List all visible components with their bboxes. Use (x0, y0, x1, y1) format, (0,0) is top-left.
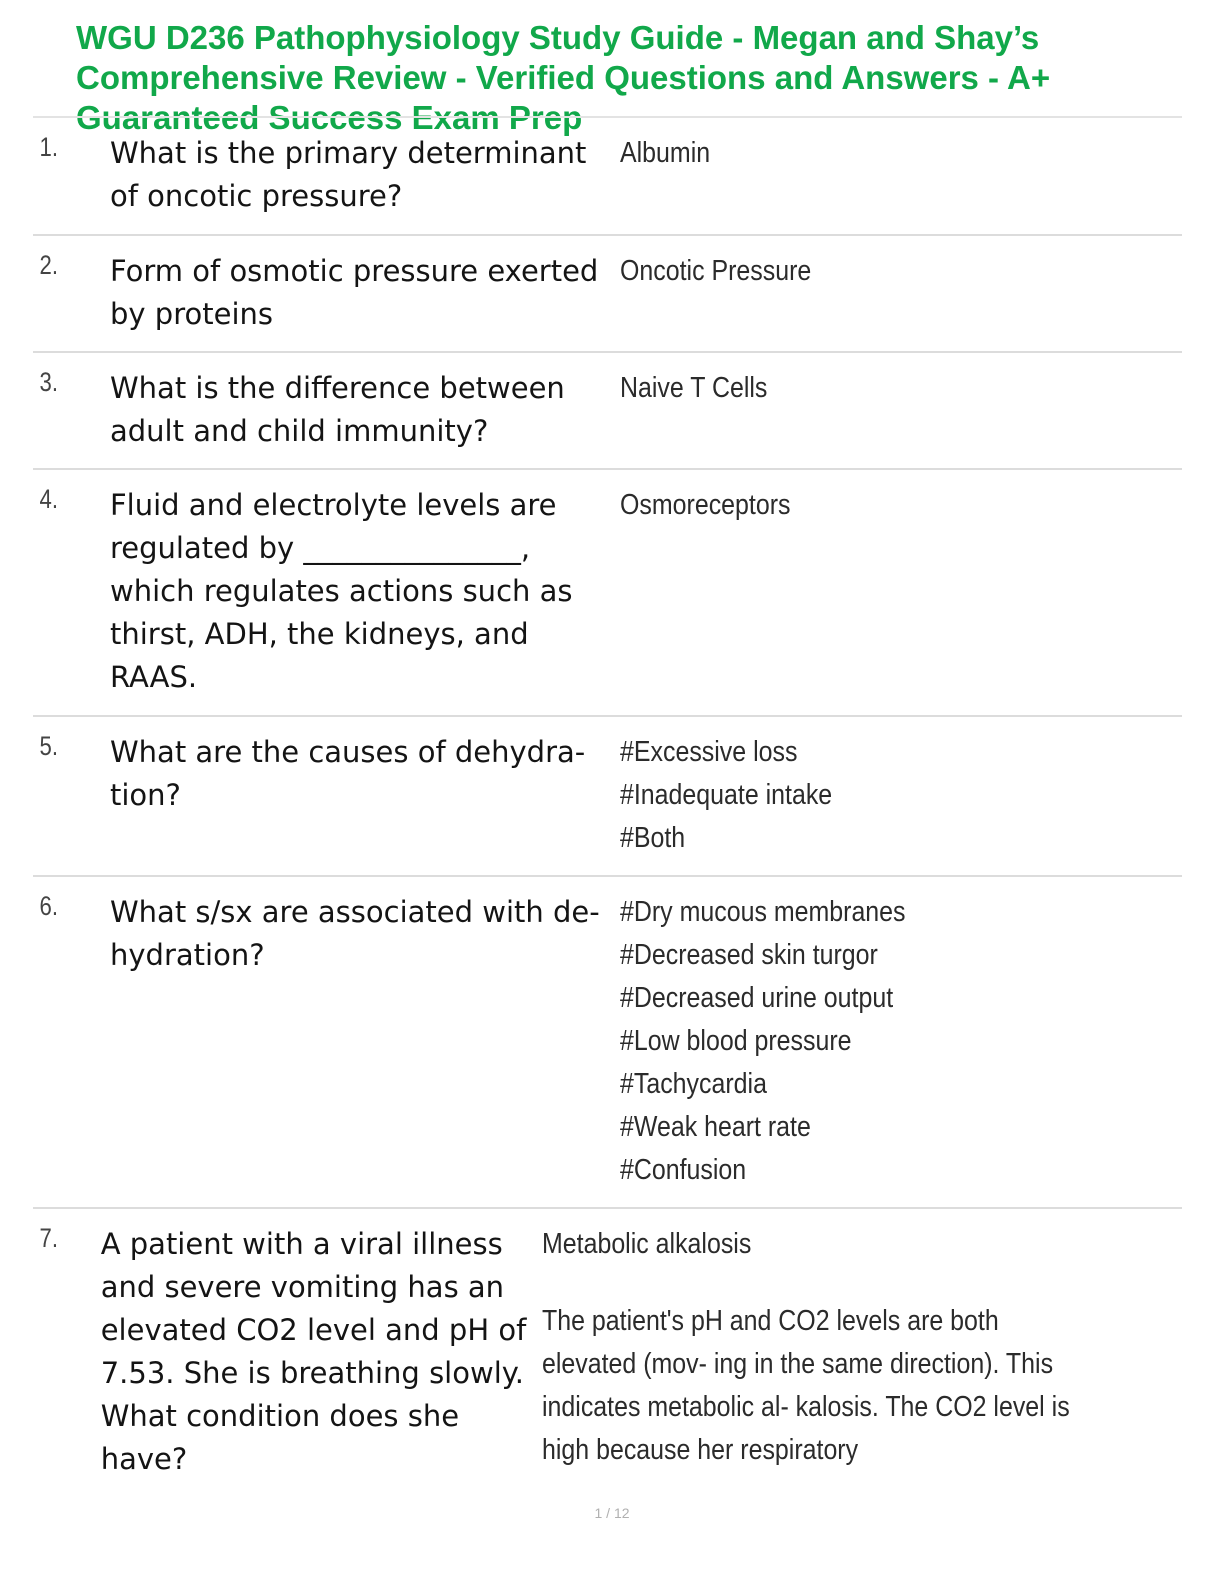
answer-line: #Inadequate intake (620, 779, 833, 811)
answer-explanation: The patient's pH and CO2 levels are both elevated (mov- ing in the same direction). This indicates metabolic al- kalosis. The CO2 level is high because her respiratory (542, 1305, 1070, 1466)
card-number: 4. (39, 484, 59, 514)
card-answer (620, 484, 1103, 715)
page-indicator: 1 / 12 (594, 1505, 630, 1521)
card-number: 3. (39, 367, 59, 397)
card-number: 2. (39, 250, 59, 280)
flashcard-list (33, 116, 1182, 1476)
answer-line: Oncotic Pressure (620, 255, 812, 287)
card-answer (542, 1223, 1092, 1466)
flashcard (33, 715, 1182, 875)
document-title: WGU D236 Pathophysiology Study Guide - Megan and Shay’s Comprehensive Review - Verified Questions and Answers - A+ Guaranteed Success Exam Prep (76, 19, 1051, 136)
card-number: 7. (39, 1223, 59, 1253)
answer-line: #Low blood pressure (620, 1025, 852, 1057)
card-answer (620, 891, 1103, 1207)
card-question: Form of osmotic pressure exerted by proteins (110, 254, 599, 331)
answer-line: Osmoreceptors (620, 489, 791, 521)
flashcard (33, 234, 1182, 351)
answer-line: #Weak heart rate (620, 1111, 811, 1143)
flashcard (33, 1207, 1182, 1476)
flashcard (33, 875, 1182, 1207)
card-answer (620, 731, 1103, 875)
card-question: What are the causes of dehydra- tion? (110, 735, 586, 812)
flashcard (33, 116, 1182, 234)
card-number: 6. (39, 891, 59, 921)
answer-line: #Decreased urine output (620, 982, 894, 1014)
card-question: What is the difference between adult and child immunity? (110, 371, 565, 448)
card-question: Fluid and electrolyte levels are regulated by _______________, which regulates actions such as thirst, ADH, the kidneys, and RAAS. (110, 488, 573, 694)
card-number: 1. (39, 132, 59, 162)
answer-line: Metabolic alkalosis (542, 1228, 752, 1260)
answer-line: Albumin (620, 137, 711, 169)
answer-line: #Decreased skin turgor (620, 939, 878, 971)
card-number: 5. (39, 731, 59, 761)
card-question: What is the primary determinant of oncotic pressure? (110, 136, 587, 213)
card-answer (620, 367, 1103, 468)
card-answer (620, 132, 1103, 234)
flashcard (33, 351, 1182, 468)
answer-line: Naive T Cells (620, 372, 768, 404)
answer-line: #Confusion (620, 1154, 747, 1186)
card-question: A patient with a viral illness and severe vomiting has an elevated CO2 level and pH of 7.53. She is breathing slowly. What condition does she have? (100, 1227, 527, 1476)
flashcard (33, 468, 1182, 715)
card-question: What s/sx are associated with de- hydration? (110, 895, 600, 972)
answer-line: #Dry mucous membranes (620, 896, 906, 928)
card-answer (620, 250, 1103, 351)
answer-line: #Excessive loss (620, 736, 798, 768)
answer-line: #Both (620, 822, 686, 854)
answer-line: #Tachycardia (620, 1068, 767, 1100)
